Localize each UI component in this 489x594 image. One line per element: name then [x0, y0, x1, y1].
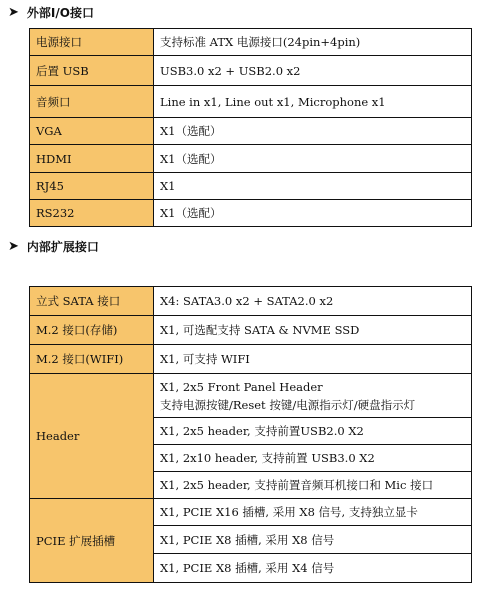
row-value-line: 支持电源按键/Reset 按键/电源指示灯/硬盘指示灯 — [160, 397, 416, 412]
row-label: 后置 USB — [30, 56, 154, 86]
row-value: X1（选配） — [154, 118, 472, 145]
table-row — [30, 345, 472, 374]
external-io-table — [29, 28, 472, 227]
row-value — [154, 374, 472, 418]
table-row — [30, 29, 472, 56]
row-label: HDMI — [30, 145, 154, 173]
row-value: X1, 2x10 header, 支持前置 USB3.0 X2 — [154, 445, 472, 472]
row-label: VGA — [30, 118, 154, 145]
table-row — [30, 56, 472, 86]
row-value: X1, 2x5 header, 支持前置音频耳机接口和 Mic 接口 — [154, 472, 472, 499]
row-label: 音频口 — [30, 86, 154, 118]
row-label: 立式 SATA 接口 — [30, 287, 154, 316]
section-heading-external-io — [8, 3, 94, 21]
right-arrowhead-icon: ➤ — [8, 238, 19, 254]
row-value: X1, PCIE X16 插槽, 采用 X8 信号, 支持独立显卡 — [154, 499, 472, 526]
row-value: X1（选配） — [154, 145, 472, 173]
table-row — [30, 316, 472, 345]
table-row — [30, 200, 472, 227]
table-row — [30, 86, 472, 118]
table-row — [30, 145, 472, 173]
row-value: X1, 2x5 header, 支持前置USB2.0 X2 — [154, 418, 472, 445]
internal-expansion-table — [29, 286, 472, 583]
row-label: M.2 接口(存储) — [30, 316, 154, 345]
row-value: X1, PCIE X8 插槽, 采用 X4 信号 — [154, 554, 472, 583]
row-label: M.2 接口(WIFI) — [30, 345, 154, 374]
table-row — [30, 374, 472, 418]
section-heading-internal-expansion — [8, 237, 99, 255]
row-value: X1（选配） — [154, 200, 472, 227]
table-row — [30, 118, 472, 145]
table-row — [30, 287, 472, 316]
row-value: X1, PCIE X8 插槽, 采用 X8 信号 — [154, 526, 472, 554]
section-title: 内部扩展接口 — [26, 239, 99, 254]
row-value-line: X1, 2x5 Front Panel Header — [160, 379, 323, 394]
table-row — [30, 499, 472, 526]
row-label: PCIE 扩展插槽 — [30, 499, 154, 583]
row-value: USB3.0 x2 + USB2.0 x2 — [154, 56, 472, 86]
row-value: X1, 可选配支持 SATA & NVME SSD — [154, 316, 472, 345]
section-title: 外部I/O接口 — [26, 5, 94, 20]
row-value: Line in x1, Line out x1, Microphone x1 — [154, 86, 472, 118]
row-value: X4: SATA3.0 x2 + SATA2.0 x2 — [154, 287, 472, 316]
table-row — [30, 173, 472, 200]
row-label: 电源接口 — [30, 29, 154, 56]
row-label: RJ45 — [30, 173, 154, 200]
row-label: Header — [30, 374, 154, 499]
row-value: 支持标准 ATX 电源接口(24pin+4pin) — [154, 29, 472, 56]
row-label: RS232 — [30, 200, 154, 227]
right-arrowhead-icon: ➤ — [8, 4, 19, 20]
row-value: X1 — [154, 173, 472, 200]
row-value: X1, 可支持 WIFI — [154, 345, 472, 374]
